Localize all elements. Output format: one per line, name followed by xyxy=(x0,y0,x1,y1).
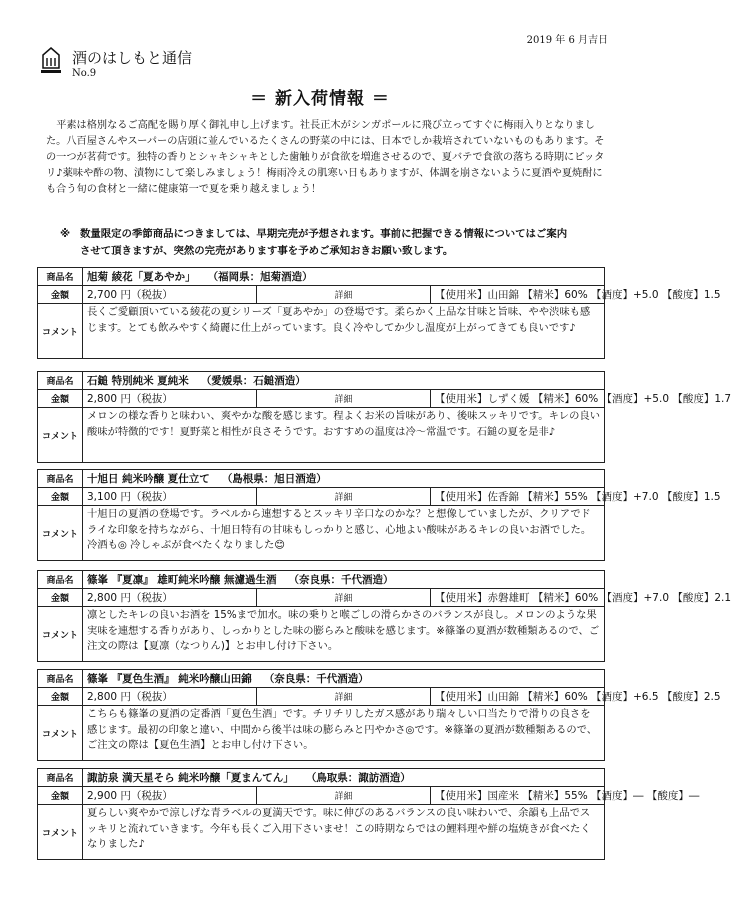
price-value: 2,800 円（税抜） xyxy=(83,589,257,607)
page-title: ＝ 新入荷情報 ＝ xyxy=(250,89,390,109)
spec-value: 【使用米】しずく媛 【精米】60% 【酒度】+5.0 【酸度】1.7 xyxy=(431,390,605,408)
price-label: 金額 xyxy=(38,688,83,706)
brewery-origin: （福岡県：旭菊酒造） xyxy=(207,271,313,283)
product-card xyxy=(37,267,721,359)
price-label: 金額 xyxy=(38,390,83,408)
product-name-label: 商品名 xyxy=(38,268,83,286)
comment-text: メロンの様な香りと味わい、爽やかな酸を感じます。程よくお米の旨味があり、後味スッキリです。キレの良い酸味が特徴的です！夏野菜と相性が良さそうです。おすすめの温度は冷～常温です。石鎚の夏を是非♪ xyxy=(83,408,605,463)
price-value: 2,900 円（税抜） xyxy=(83,787,257,805)
brewery-origin: （奈良県：千代酒造） xyxy=(288,574,394,586)
product-name-label: 商品名 xyxy=(38,571,83,589)
product-name-label: 商品名 xyxy=(38,769,83,787)
spec-value: 【使用米】佐香錦 【精米】55% 【酒度】+7.0 【酸度】1.5 xyxy=(431,488,605,506)
spec-label: 詳細 xyxy=(257,787,431,805)
comment-label: コメント xyxy=(38,607,83,662)
sake-name: 石鎚 特別純米 夏純米 xyxy=(87,375,189,387)
comment-text: 夏らしい爽やかで涼しげな青ラベルの夏満天です。味に伸びのあるバランスの良い味わいで、余韻も上品でスッキリと流れていきます。今年も長くご入用下さいませ！この時期ならではの鯉料理や鮮の塩焼きが食べたくなりました♪ xyxy=(83,805,605,860)
spec-value: 【使用米】山田錦 【精米】60% 【酒度】+5.0 【酸度】1.5 xyxy=(431,286,605,304)
spec-label: 詳細 xyxy=(257,488,431,506)
brand-logo-icon xyxy=(38,46,64,76)
product-name xyxy=(83,571,605,589)
product-name xyxy=(83,372,605,390)
product-name-label: 商品名 xyxy=(38,372,83,390)
sake-name: 旭菊 綾花「夏あやか」 xyxy=(87,271,196,283)
comment-label: コメント xyxy=(38,805,83,860)
notice-line-1: 数量限定の季節商品につきましては、早期完売が予想されます。事前に把握できる情報についてはご案内 xyxy=(80,228,568,240)
product-card xyxy=(37,570,731,662)
comment-label: コメント xyxy=(38,304,83,359)
product-card xyxy=(37,768,700,860)
spec-label: 詳細 xyxy=(257,286,431,304)
brewery-origin: （島根県：旭日酒造） xyxy=(221,473,327,485)
notice-line-2: させて頂きますが、突然の完売があります事を予めご承知おきお願い致します。 xyxy=(80,245,454,257)
price-value: 2,800 円（税抜） xyxy=(83,390,257,408)
product-name xyxy=(83,470,605,488)
spec-label: 詳細 xyxy=(257,589,431,607)
product-card xyxy=(37,669,721,761)
stock-notice xyxy=(60,226,606,260)
notice-mark: ※ xyxy=(60,228,71,240)
issue-number: No.9 xyxy=(72,68,97,79)
brewery-origin: （愛媛県：石鎚酒造） xyxy=(200,375,306,387)
comment-text: 長くご愛顧頂いている綾花の夏シリーズ「夏あやか」の登場です。柔らかく上品な甘味と旨味、やや渋味も感じます。とても飲みやすく綺麗に仕上がっています。良く冷やしてか少し温度が上がってきても良いです♪ xyxy=(83,304,605,359)
price-label: 金額 xyxy=(38,787,83,805)
product-name xyxy=(83,670,605,688)
comment-label: コメント xyxy=(38,706,83,761)
price-label: 金額 xyxy=(38,488,83,506)
product-name xyxy=(83,769,605,787)
intro-paragraph: 平素は格別なるご高配を賜り厚く御礼申し上げます。社長正木がシンガポールに飛び立ってすぐに梅雨入りとなりました。八百屋さんやスーパーの店頭に並んでいるたくさんの野菜の中には、日本でしか栽培されていないものもあります。その一つが茗荷です。独特の香りとシャキシャキとした歯触りが食欲を増進させるので、夏バテで食欲の落ちる時期にピッタリ♪薬味や酢の物、漬物にして楽しみましょう！梅雨冷えの肌寒い日もありますが、体調を崩さないように夏酒や夏焼酎にも合う旬の食材と一緒に健康第一で夏を乗り越えましょう！ xyxy=(46,120,605,195)
price-value: 2,700 円（税抜） xyxy=(83,286,257,304)
spec-value: 【使用米】赤磐雄町 【精米】60% 【酒度】+7.0 【酸度】2.1 xyxy=(431,589,605,607)
comment-label: コメント xyxy=(38,506,83,561)
product-name-label: 商品名 xyxy=(38,470,83,488)
price-value: 2,800 円（税抜） xyxy=(83,688,257,706)
product-name xyxy=(83,268,605,286)
price-label: 金額 xyxy=(38,286,83,304)
spec-value: 【使用米】国産米 【精米】55% 【酒度】― 【酸度】― xyxy=(431,787,605,805)
product-name-label: 商品名 xyxy=(38,670,83,688)
brand-name: 酒のはしもと通信 xyxy=(72,49,193,67)
price-value: 3,100 円（税抜） xyxy=(83,488,257,506)
brewery-origin: （奈良県：千代酒造） xyxy=(263,673,369,685)
comment-label: コメント xyxy=(38,408,83,463)
brewery-origin: （鳥取県：諏訪酒造） xyxy=(305,772,411,784)
sake-name: 十旭日 純米吟醸 夏仕立て xyxy=(87,473,210,485)
product-card xyxy=(37,371,731,463)
sake-name: 諏訪泉 満天星そら 純米吟醸「夏まんてん」 xyxy=(87,772,294,784)
price-label: 金額 xyxy=(38,589,83,607)
sake-name: 篠峯 『夏色生酒』 純米吟醸山田錦 xyxy=(87,673,252,685)
spec-value: 【使用米】山田錦 【精米】60% 【酒度】+6.5 【酸度】2.5 xyxy=(431,688,605,706)
comment-text: 十旭日の夏酒の登場です。ラベルから連想するとスッキリ辛口なのかな？と想像していましたが、クリアでドライな印象を持ちながら、十旭日特有の甘味もしっかりと感じ、心地よい酸味があるキレの良いお酒でした。冷酒も◎ 冷しゃぶが食べたくなりました😊 xyxy=(83,506,605,561)
comment-text: 凛としたキレの良いお酒を 15%まで加水。味の乗りと喉ごしの滑らかさのバランスが良し。メロンのような果実味を連想する香りがあり、しっかりとした味の膨らみと酸味を感じます。※篠峯の夏酒が数種類あるので、ご注文の際は【夏凛（なつりん)】とお申し付け下さい。 xyxy=(83,607,605,662)
spec-label: 詳細 xyxy=(257,688,431,706)
comment-text: こちらも篠峯の夏酒の定番酒「夏色生酒」です。チリチリしたガス感があり瑞々しい口当たりで滑りの良さを感じます。最初の印象と違い、中間から後半は味の膨らみと円やかさ◎です。※篠峯の夏酒が数種類あるので、ご注文の際は【夏色生酒】とお申し付け下さい。 xyxy=(83,706,605,761)
spec-label: 詳細 xyxy=(257,390,431,408)
issue-date: 2019 年 6 月吉日 xyxy=(526,35,608,46)
sake-name: 篠峯 『夏凛』 雄町純米吟醸 無濾過生酒 xyxy=(87,574,277,586)
product-card xyxy=(37,469,721,561)
